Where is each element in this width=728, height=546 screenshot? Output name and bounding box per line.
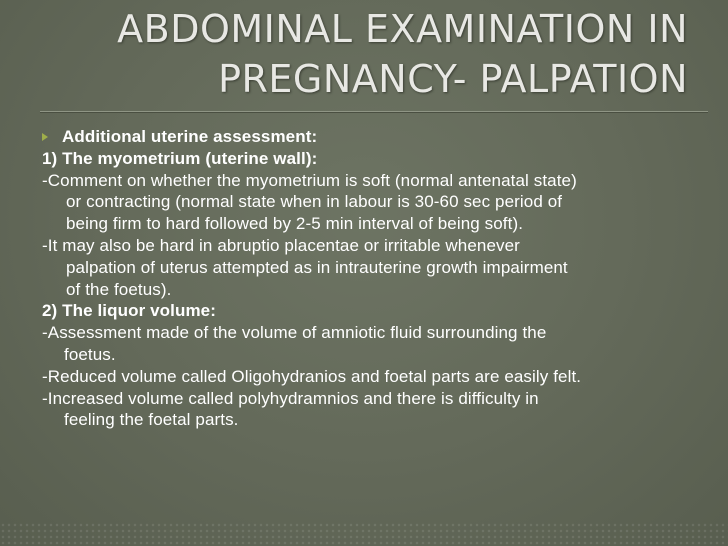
bullet-heading-text: Additional uterine assessment: xyxy=(62,127,318,146)
text-line: of the foetus). xyxy=(66,279,172,299)
decorative-dot-pattern xyxy=(0,522,728,546)
text-line: -Comment on whether the myometrium is soft (normal antenatal state) xyxy=(42,170,577,190)
triangle-bullet-icon xyxy=(42,133,48,141)
text-line: feeling the foetal parts. xyxy=(64,410,239,430)
slide-title xyxy=(48,4,688,104)
text-line: foetus. xyxy=(64,344,116,364)
title-divider xyxy=(40,111,708,112)
text-line: or contracting (normal state when in labour is 30-60 sec period of xyxy=(66,192,563,212)
text-line: being firm to hard followed by 2-5 min interval of being soft). xyxy=(66,214,524,234)
text-line: -It may also be hard in abruptio placentae or irritable whenever xyxy=(42,235,520,255)
bullet-heading xyxy=(42,126,702,148)
section-1-heading: 1) The myometrium (uterine wall): xyxy=(42,148,318,168)
title-line-2: PREGNANCY- PALPATION xyxy=(218,57,688,101)
title-line-1: ABDOMINAL EXAMINATION IN xyxy=(117,7,688,51)
slide-body xyxy=(42,126,702,431)
text-line: -Increased volume called polyhydramnios and there is difficulty in xyxy=(42,388,539,408)
text-line: -Assessment made of the volume of amniotic fluid surrounding the xyxy=(42,323,547,343)
text-line: -Reduced volume called Oligohydranios and foetal parts are easily felt. xyxy=(42,366,582,386)
section-2-heading: 2) The liquor volume: xyxy=(42,301,217,321)
text-line: palpation of uterus attempted as in intrauterine growth impairment xyxy=(66,257,568,277)
